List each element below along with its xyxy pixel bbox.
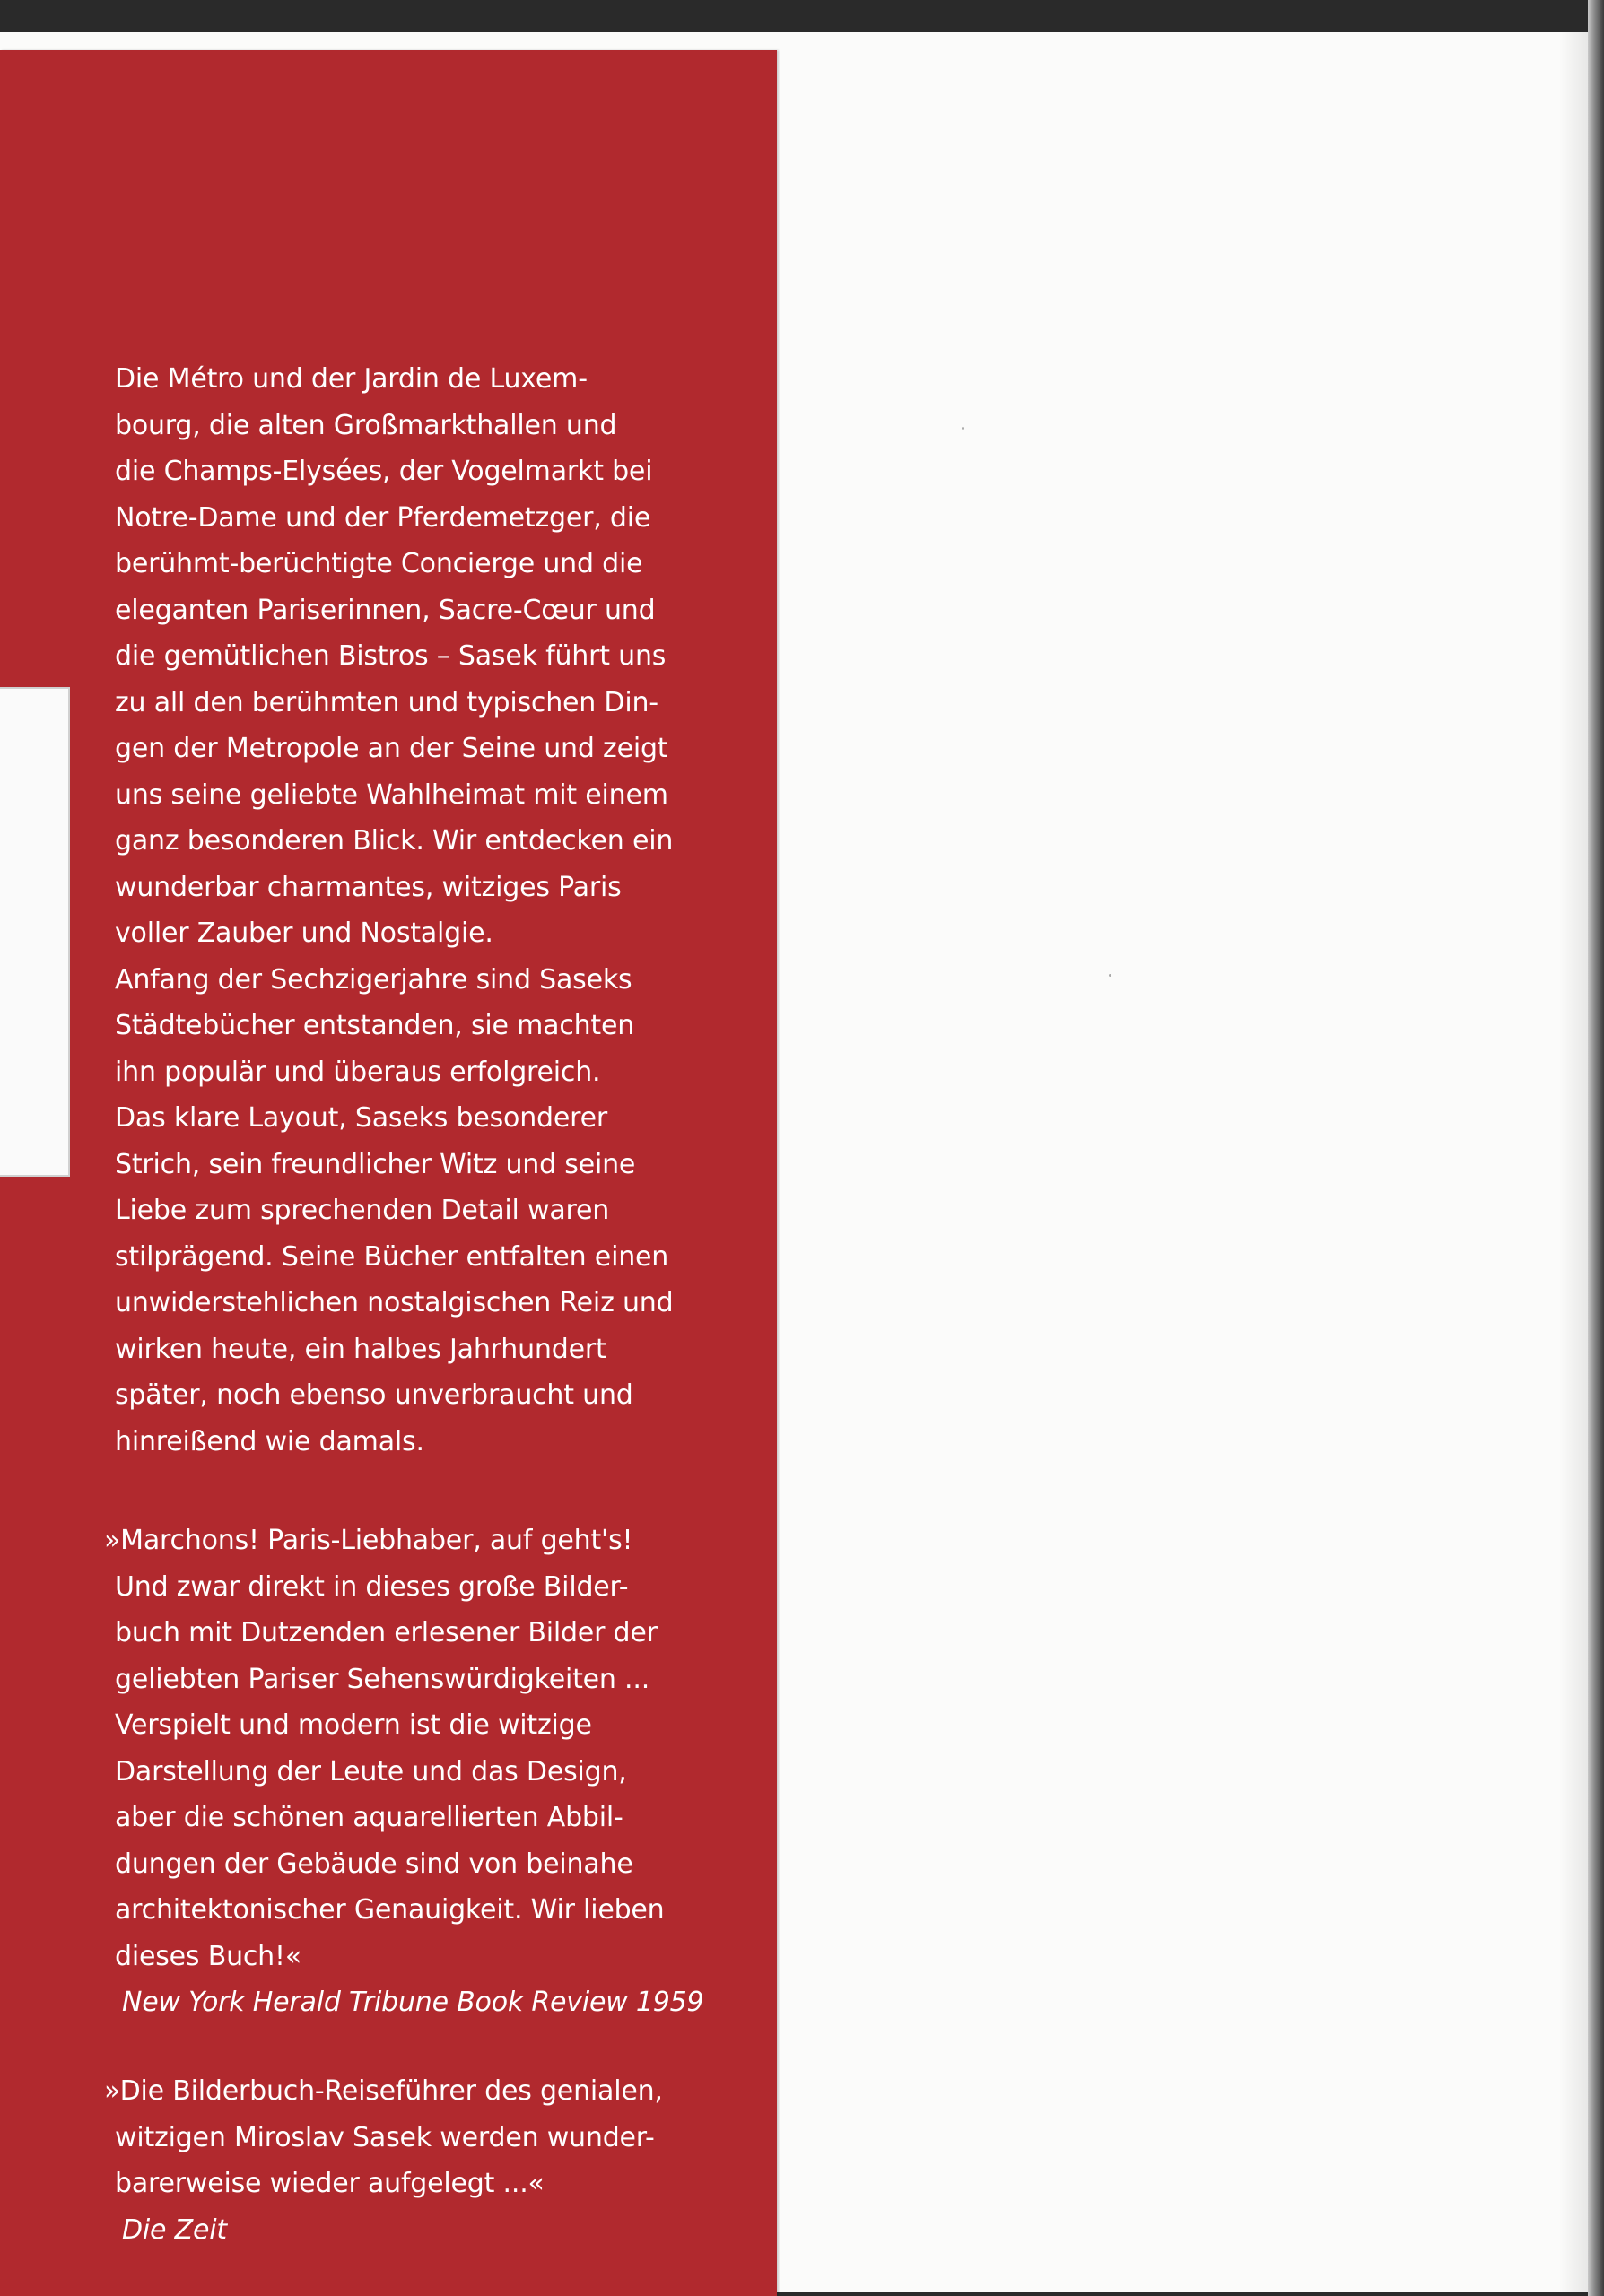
quote-line: dieses Buch!« <box>115 1940 301 1972</box>
blurb-line: unwiderstehlichen nostalgischen Reiz und <box>115 1287 674 1318</box>
blurb-line: wirken heute, ein halbes Jahrhundert <box>115 1333 606 1365</box>
blurb-line: uns seine geliebte Wahlheimat mit einem <box>115 778 668 811</box>
blurb-line: Die Métro und der Jardin de Luxem- <box>115 363 588 395</box>
blurb-line: voller Zauber und Nostalgie. <box>115 918 493 949</box>
quote-line: barerweise wieder aufgelegt ...« <box>115 2168 545 2199</box>
review-quote-die-zeit <box>104 2068 732 2253</box>
blurb-line: berühmt-berüchtigte Concierge und die <box>115 548 643 579</box>
blurb-line: Anfang der Sechzigerjahre sind Saseks <box>115 963 632 996</box>
paper-tab <box>0 687 70 1177</box>
quote-line: Verspielt und modern ist die witzige <box>115 1709 592 1741</box>
blurb-line: wunderbar charmantes, witziges Paris <box>115 871 622 903</box>
review-quote-herald-tribune <box>104 1518 732 2026</box>
blurb-line: gen der Metropole an der Seine und zeigt <box>115 733 668 764</box>
quote-line: dungen der Gebäude sind von beinahe <box>115 1848 633 1880</box>
quote-line: Und zwar direkt in dieses große Bilder- <box>115 1570 629 1603</box>
quote-line: witzigen Miroslav Sasek werden wunder- <box>115 2121 655 2153</box>
blurb-line: hinreißend wie damals. <box>115 1425 424 1457</box>
blurb-line: später, noch ebenso unverbraucht und <box>115 1379 633 1411</box>
quote-line: »Marchons! Paris-Liebhaber, auf geht's! <box>104 1525 633 1556</box>
blurb-line: bourg, die alten Großmarkthallen und <box>115 409 617 441</box>
quote-source: New York Herald Tribune Book Review 1959 <box>122 1987 704 2018</box>
scanner-edge <box>1588 0 1604 2296</box>
quote-line: »Die Bilderbuch-Reiseführer des genialen, <box>104 2075 663 2107</box>
blurb-line: die gemütlichen Bistros – Sasek führt uns <box>115 640 667 672</box>
blurb-line: zu all den berühmten und typischen Din- <box>115 686 658 718</box>
quote-line: aber die schönen aquarellierten Abbil- <box>115 1802 623 1833</box>
blurb-line: stilprägend. Seine Bücher entfalten einen <box>115 1240 669 1273</box>
blurb-line: Notre-Dame und der Pferdemetzger, die <box>115 501 651 534</box>
blurb-line: ihn populär und überaus erfolgreich. <box>115 1056 601 1088</box>
blurb-line: Städtebücher entstanden, sie machten <box>115 1010 635 1041</box>
blurb-line: Strich, sein freundlicher Witz und seine <box>115 1148 636 1180</box>
quote-line: architektonischer Genauigkeit. Wir lieben <box>115 1894 665 1926</box>
quote-line: buch mit Dutzenden erlesener Bilder der <box>115 1617 658 1648</box>
page-edge-shadow <box>1559 32 1588 2292</box>
dust-speck <box>962 427 964 430</box>
blurb-line: Das klare Layout, Saseks besonderer <box>115 1102 607 1134</box>
quote-line: Darstellung der Leute und das Design, <box>115 1755 627 1787</box>
quote-line: geliebten Pariser Sehenswürdigkeiten ... <box>115 1663 650 1695</box>
blurb-paragraph <box>115 356 743 1465</box>
blurb-line: ganz besonderen Blick. Wir entdecken ein <box>115 825 674 857</box>
blurb-line: Liebe zum sprechenden Detail waren <box>115 1195 610 1226</box>
dust-speck <box>1109 974 1111 977</box>
blurb-line: eleganten Pariserinnen, Sacre-Cœur und <box>115 594 656 626</box>
blurb-line: die Champs-Elysées, der Vogelmarkt bei <box>115 456 653 487</box>
quote-source: Die Zeit <box>122 2213 227 2246</box>
